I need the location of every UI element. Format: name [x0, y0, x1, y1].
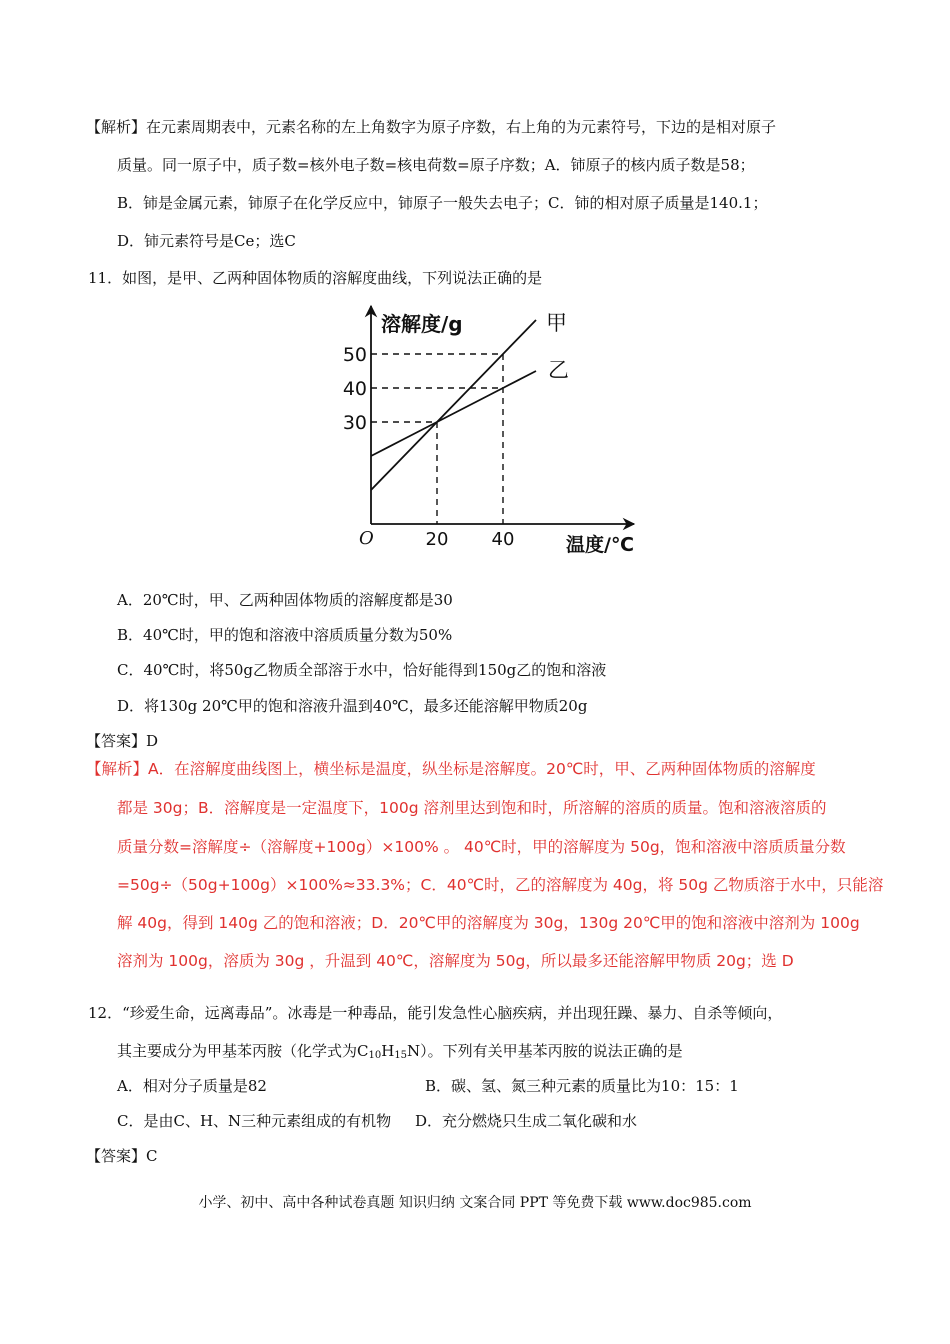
- q11-option-d: D．将130g 20℃甲的饱和溶液升温到40℃，最多还能溶解甲物质20g: [117, 697, 588, 715]
- solubility-chart: [336, 298, 656, 560]
- q12-option-d: D．充分燃烧只生成二氧化碳和水: [415, 1112, 638, 1130]
- q12-formula-sub2: 15: [394, 1050, 408, 1061]
- q12-option-c: C．是由C、H、N三种元素组成的有机物: [117, 1112, 392, 1130]
- analysis-q10-line1: 【解析】在元素周期表中，元素名称的左上角数字为原子序数，右上角的为元素符号，下边的是相对原子: [86, 118, 777, 136]
- q12-stem-part2: N）。下列有关甲基苯丙胺的说法正确的是: [407, 1042, 683, 1060]
- analysis-q10-line3: B．铈是金属元素，铈原子在化学反应中，铈原子一般失去电子；C．铈的相对原子质量是140.1；: [117, 194, 768, 212]
- series-line-jia: [371, 320, 536, 490]
- q12-formula-sub1: 10: [368, 1050, 382, 1061]
- q11-analysis-line4: =50g÷（50g+100g）×100%≈33.3%；C．40℃时，乙的溶解度为 40g，将 50g 乙物质溶于水中，只能溶: [117, 876, 884, 894]
- q11-analysis-line1: 【解析】A．在溶解度曲线图上，横坐标是温度，纵坐标是溶解度。20℃时，甲、乙两种固体物质的溶解度: [86, 760, 816, 778]
- series-label-yi: 乙: [548, 358, 569, 382]
- q11-analysis-line2: 都是 30g；B．溶解度是一定温度下，100g 溶剂里达到饱和时，所溶解的溶质的质量。饱和溶液溶质的: [117, 799, 827, 817]
- q12-stem-line1: 12．“珍爱生命，远离毒品”。冰毒是一种毒品，能引发急性心脑疾病，并出现狂躁、暴力、自杀等倾向，: [88, 1004, 783, 1022]
- x-tick-label-40: 40: [491, 529, 515, 550]
- series-label-jia: 甲: [546, 311, 567, 335]
- x-tick-label-20: 20: [425, 529, 449, 550]
- origin-label: O: [359, 528, 374, 549]
- q11-analysis-line5: 解 40g，得到 140g 乙的饱和溶液；D．20℃甲的溶解度为 30g，130g 20℃甲的饱和溶液中溶剂为 100g: [117, 914, 860, 932]
- q11-analysis-line6: 溶剂为 100g，溶质为 30g ，升温到 40℃，溶解度为 50g，所以最多还能溶解甲物质 20g；选 D: [117, 952, 794, 970]
- q12-stem-part1: 其主要成分为甲基苯丙胺（化学式为C: [117, 1042, 369, 1060]
- y-tick-label-40: 40: [342, 378, 367, 400]
- q12-stem-line2: [117, 1041, 683, 1066]
- q11-stem: 11．如图，是甲、乙两种固体物质的溶解度曲线，下列说法正确的是: [88, 269, 543, 287]
- series-line-yi: [371, 371, 536, 456]
- q11-option-a: A．20℃时，甲、乙两种固体物质的溶解度都是30: [117, 591, 453, 609]
- x-axis-label: 温度/℃: [566, 534, 634, 556]
- q11-answer: 【答案】D: [86, 732, 159, 750]
- analysis-q10-line4: D．铈元素符号是Ce；选C: [117, 232, 296, 250]
- q11-option-c: C．40℃时，将50g乙物质全部溶于水中，恰好能得到150g乙的饱和溶液: [117, 661, 607, 679]
- analysis-q10-line2: 质量。同一原子中，质子数=核外电子数=核电荷数=原子序数；A．铈原子的核内质子数是58；: [117, 156, 755, 174]
- solubility-chart-svg: [336, 298, 656, 560]
- y-axis-label: 溶解度/g: [381, 312, 463, 336]
- y-tick-label-30: 30: [342, 412, 367, 434]
- page-footer: 小学、初中、高中各种试卷真题 知识归纳 文案合同 PPT 等免费下载 www.doc985.com: [198, 1195, 752, 1211]
- q12-option-b: B．碳、氢、氮三种元素的质量比为10：15：1: [425, 1077, 739, 1095]
- q12-option-a: A．相对分子质量是82: [117, 1077, 267, 1095]
- q12-formula-h: H: [381, 1042, 395, 1060]
- q11-analysis-line3: 质量分数=溶解度÷（溶解度+100g）×100% 。 40℃时，甲的溶解度为 50g，饱和溶液中溶质质量分数: [117, 838, 846, 856]
- q11-option-b: B．40℃时，甲的饱和溶液中溶质质量分数为50%: [117, 626, 453, 644]
- q12-answer: 【答案】C: [86, 1147, 158, 1165]
- y-tick-label-50: 50: [342, 344, 367, 366]
